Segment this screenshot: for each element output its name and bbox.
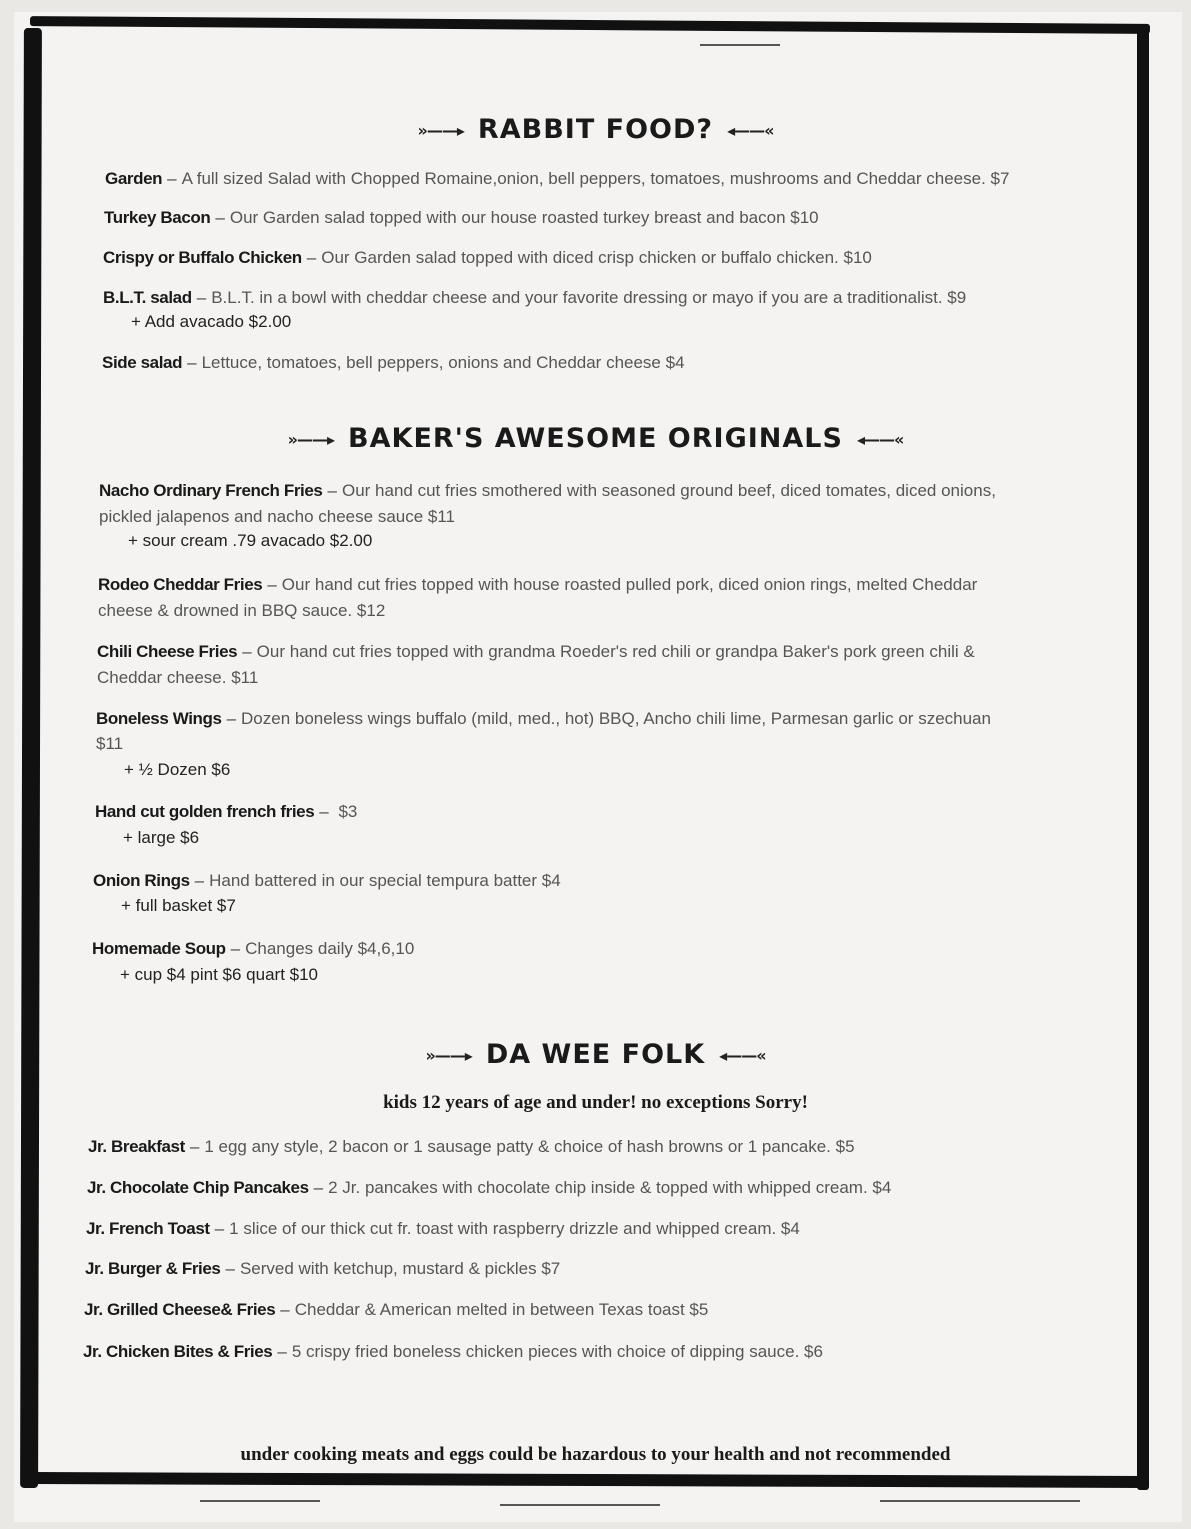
menu-item: Homemade Soup – Changes daily $4,6,10 [92, 939, 415, 958]
item-desc: Our hand cut fries topped with grandma Roeder's red chili or grandpa Baker's pork green chili & [256, 642, 975, 661]
item-desc: Cheddar & American melted in between Texas toast $5 [294, 1300, 709, 1319]
menu-item: Jr. Burger & Fries – Served with ketchup, mustard & pickles $7 [85, 1259, 561, 1278]
item-name: Hand cut golden french fries [95, 802, 315, 821]
item-desc: Hand battered in our special tempura batter $4 [209, 871, 561, 890]
arrow-right-icon: ◂——« [856, 430, 904, 449]
menu-item: Rodeo Cheddar Fries – Our hand cut fries topped with house roasted pulled pork, diced onion rings, melted Cheddar [98, 575, 978, 594]
item-name: Rodeo Cheddar Fries [98, 575, 263, 594]
item-addon: + ½ Dozen $6 [124, 760, 231, 779]
item-desc: Our Garden salad topped with our house roasted turkey breast and bacon $10 [229, 208, 819, 227]
item-name: Homemade Soup [92, 939, 226, 958]
item-desc: Our hand cut fries topped with house roasted pulled pork, diced onion rings, melted Cheddar [281, 575, 978, 594]
item-desc: 2 Jr. pancakes with chocolate chip inside & topped with whipped cream. $4 [328, 1178, 892, 1197]
menu-item: Garden – A full sized Salad with Chopped Romaine,onion, bell peppers, tomatoes, mushrooms and Cheddar cheese. $7 [105, 169, 1010, 188]
item-name: Garden [105, 169, 163, 188]
arrow-right-icon: ◂——« [719, 1046, 766, 1065]
item-name: Jr. Breakfast [88, 1137, 185, 1156]
section-heading-rabbit-food: »——▸ RABBIT FOOD? ◂——« [417, 114, 774, 145]
item-desc-continued: $11 [96, 734, 124, 753]
item-name: Chili Cheese Fries [97, 642, 238, 661]
menu-item: Jr. French Toast – 1 slice of our thick cut fr. toast with raspberry drizzle and whipped cream. $4 [86, 1219, 800, 1238]
item-desc: A full sized Salad with Chopped Romaine,onion, bell peppers, tomatoes, mushrooms and Cheddar cheese. $7 [181, 169, 1010, 188]
item-desc: Our hand cut fries smothered with seasoned ground beef, diced tomates, diced onions, [341, 481, 996, 500]
menu-item: Onion Rings – Hand battered in our special tempura batter $4 [93, 871, 561, 890]
item-name: Jr. Burger & Fries [85, 1259, 221, 1278]
item-name: Nacho Ordinary French Fries [99, 481, 323, 500]
menu-item: Jr. Grilled Cheese& Fries – Cheddar & American melted in between Texas toast $5 [84, 1300, 709, 1319]
item-desc: Changes daily $4,6,10 [245, 939, 415, 958]
menu-item: Jr. Breakfast – 1 egg any style, 2 bacon or 1 sausage patty & choice of hash browns or 1 pancake. $5 [88, 1137, 855, 1156]
frame-border-right [1137, 30, 1149, 1490]
menu-item: Jr. Chocolate Chip Pancakes – 2 Jr. pancakes with chocolate chip inside & topped with whipped cream. $4 [87, 1178, 892, 1197]
item-addon: + Add avacado $2.00 [131, 312, 292, 331]
item-name: Jr. Chicken Bites & Fries [83, 1342, 273, 1361]
item-desc-continued: pickled jalapenos and nacho cheese sauce $11 [99, 507, 456, 526]
frame-scratch [200, 1500, 320, 1502]
menu-item: Nacho Ordinary French Fries – Our hand cut fries smothered with seasoned ground beef, diced tomates, diced onions, [99, 481, 996, 500]
arrow-left-icon: »——▸ [287, 430, 335, 449]
item-name: B.L.T. salad [103, 288, 192, 307]
item-desc: $3 [333, 802, 358, 821]
item-name: Jr. French Toast [86, 1219, 210, 1238]
item-name: Onion Rings [93, 871, 190, 890]
item-desc-continued: Cheddar cheese. $11 [97, 668, 259, 687]
menu-item: Chili Cheese Fries – Our hand cut fries topped with grandma Roeder's red chili or grandpa Baker's pork green chili & [97, 642, 975, 661]
item-name: Boneless Wings [96, 709, 222, 728]
frame-scratch [700, 44, 780, 46]
item-desc: 5 crispy fried boneless chicken pieces with choice of dipping sauce. $6 [291, 1342, 823, 1361]
item-name: Turkey Bacon [104, 208, 211, 227]
frame-scratch [880, 1500, 1080, 1502]
section-heading-bakers-originals: »——▸ BAKER'S AWESOME ORIGINALS ◂——« [287, 423, 904, 454]
arrow-left-icon: »——▸ [425, 1046, 472, 1065]
item-addon: + full basket $7 [121, 896, 236, 915]
arrow-left-icon: »——▸ [417, 121, 464, 140]
arrow-right-icon: ◂——« [727, 121, 774, 140]
item-desc: 1 egg any style, 2 bacon or 1 sausage patty & choice of hash browns or 1 pancake. $5 [204, 1137, 855, 1156]
section-heading-da-wee-folk: »——▸ DA WEE FOLK ◂——« [425, 1039, 766, 1070]
item-name: Jr. Grilled Cheese& Fries [84, 1300, 276, 1319]
menu-item: Side salad – Lettuce, tomatoes, bell peppers, onions and Cheddar cheese $4 [102, 353, 685, 372]
menu-item: Turkey Bacon – Our Garden salad topped with our house roasted turkey breast and bacon $10 [104, 208, 819, 227]
menu-item: Boneless Wings – Dozen boneless wings buffalo (mild, med., hot) BBQ, Ancho chili lime, Parmesan garlic or szechuan [96, 709, 991, 728]
frame-border-left [20, 28, 42, 1488]
item-desc: Our Garden salad topped with diced crisp chicken or buffalo chicken. $10 [321, 248, 872, 267]
item-desc-continued: cheese & drowned in BBQ sauce. $12 [98, 601, 386, 620]
item-desc: Lettuce, tomatoes, bell peppers, onions and Cheddar cheese $4 [201, 353, 685, 372]
item-desc: Dozen boneless wings buffalo (mild, med., hot) BBQ, Ancho chili lime, Parmesan garlic or szechuan [241, 709, 991, 728]
item-name: Jr. Chocolate Chip Pancakes [87, 1178, 309, 1197]
menu-item: Jr. Chicken Bites & Fries – 5 crispy fried boneless chicken pieces with choice of dipping sauce. $6 [83, 1342, 823, 1361]
item-desc: Served with ketchup, mustard & pickles $7 [239, 1259, 561, 1278]
item-desc: B.L.T. in a bowl with cheddar cheese and your favorite dressing or mayo if you are a traditionalist. $9 [211, 288, 967, 307]
item-name: Crispy or Buffalo Chicken [103, 248, 302, 267]
menu-item: Hand cut golden french fries – $3 [95, 802, 358, 821]
frame-scratch [500, 1504, 660, 1506]
item-desc: 1 slice of our thick cut fr. toast with raspberry drizzle and whipped cream. $4 [229, 1219, 800, 1238]
item-name: Side salad [102, 353, 183, 372]
health-disclaimer: under cooking meats and eggs could be hazardous to your health and not recommended [240, 1444, 951, 1465]
item-addon: + large $6 [123, 828, 200, 847]
item-addon: + sour cream .79 avacado $2.00 [128, 531, 373, 550]
kids-age-notice: kids 12 years of age and under! no exceptions Sorry! [383, 1092, 808, 1113]
item-addon: + cup $4 pint $6 quart $10 [120, 965, 319, 984]
menu-item: Crispy or Buffalo Chicken – Our Garden salad topped with diced crisp chicken or buffalo chicken. $10 [103, 248, 872, 267]
menu-item: B.L.T. salad – B.L.T. in a bowl with cheddar cheese and your favorite dressing or mayo if you are a traditionalist. $9 [103, 288, 967, 307]
